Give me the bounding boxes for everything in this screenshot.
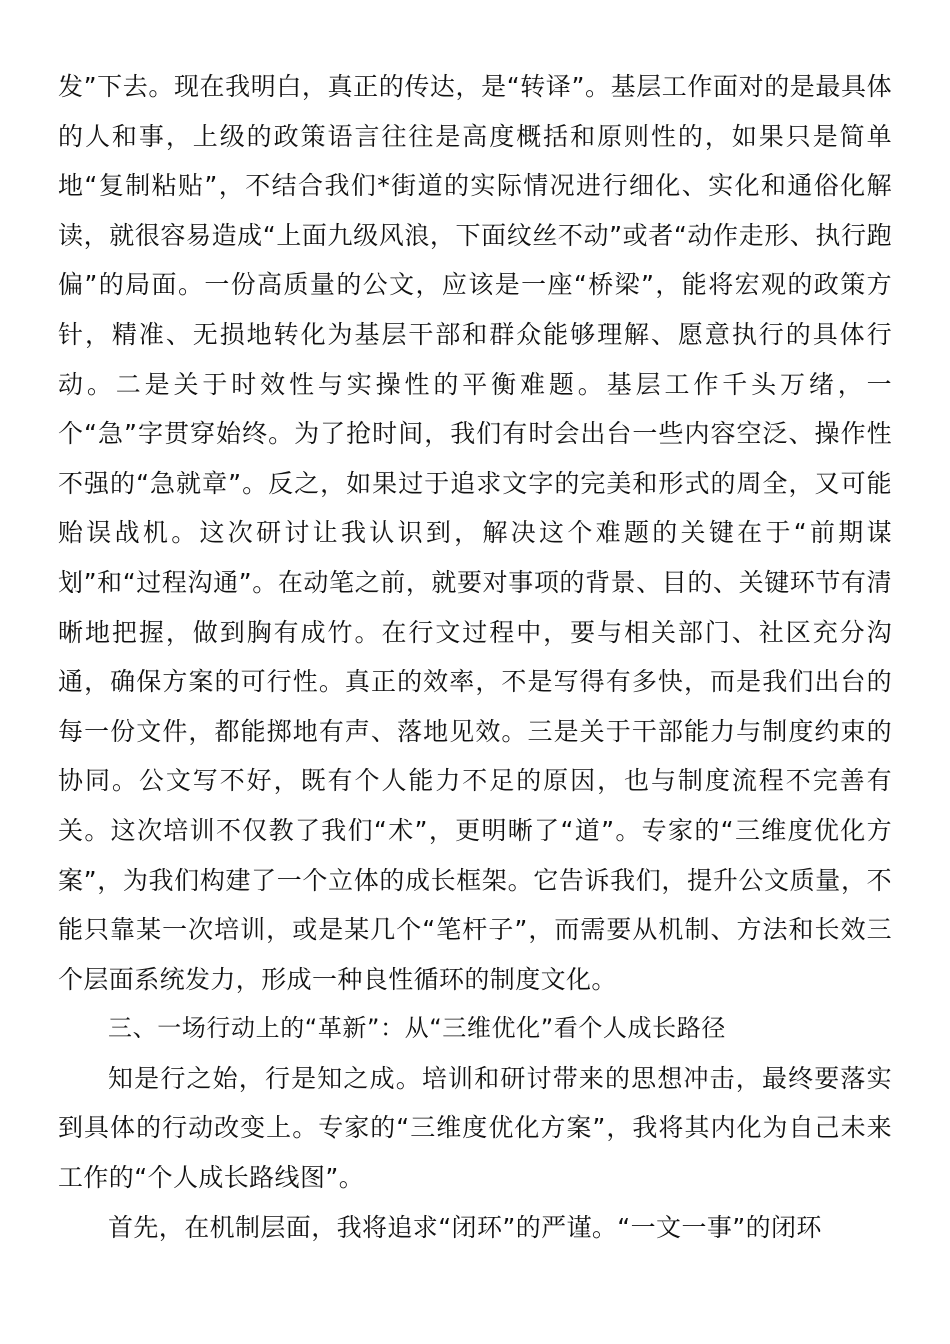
section-heading-3: 三、一场行动上的“革新”：从“三维优化”看个人成长路径 [108,1014,726,1043]
body-paragraph-2: 知是行之始，行是知之成。培训和研讨带来的思想冲击，最终要落实到具体的行动改变上。专家的“三维度优化方案”，我将其内化为自己未来工作的“个人成长路线图”。 [58,1063,892,1193]
body-paragraph-3: 首先，在机制层面，我将追求“闭环”的严谨。“一文一事”的闭环 [108,1212,822,1242]
body-paragraph-1: 发”下去。现在我明白，真正的传达，是“转译”。基层工作面对的是最具体的人和事，上级的政策语言往往是高度概括和原则性的，如果只是简单地“复制粘贴”，不结合我们*街道的实际情况进行细化、实化和通俗化解读，就很容易造成“上面九级风浪，下面纹丝不动”或者“动作走形、执行跑偏”的局面。一份高质量的公文，应该是一座“桥梁”，能将宏观的政策方针，精准、无损地转化为基层干部和群众能够理解、愿意执行的具体行动。二是关于时效性与实操性的平衡难题。基层工作千头万绪，一个“急”字贯穿始终。为了抢时间，我们有时会出台一些内容空泛、操作性不强的“急就章”。反之，如果过于追求文字的完美和形式的周全，又可能贻误战机。这次研讨让我认识到，解决这个难题的关键在于“前期谋划”和“过程沟通”。在动笔之前，就要对事项的背景、目的、关键环节有清晰地把握，做到胸有成竹。在行文过程中，要与相关部门、社区充分沟通，确保方案的可行性。真正的效率，不是写得有多快，而是我们出台的每一份文件，都能掷地有声、落地见效。三是关于干部能力与制度约束的协同。公文写不好，既有个人能力不足的原因，也与制度流程不完善有关。这次培训不仅教了我们“术”，更明晰了“道”。专家的“三维度优化方案”，为我们构建了一个立体的成长框架。它告诉我们，提升公文质量，不能只靠某一次培训，或是某几个“笔杆子”，而需要从机制、方法和长效三个层面系统发力，形成一种良性循环的制度文化。 [58,72,892,994]
document-body [58,62,892,1252]
